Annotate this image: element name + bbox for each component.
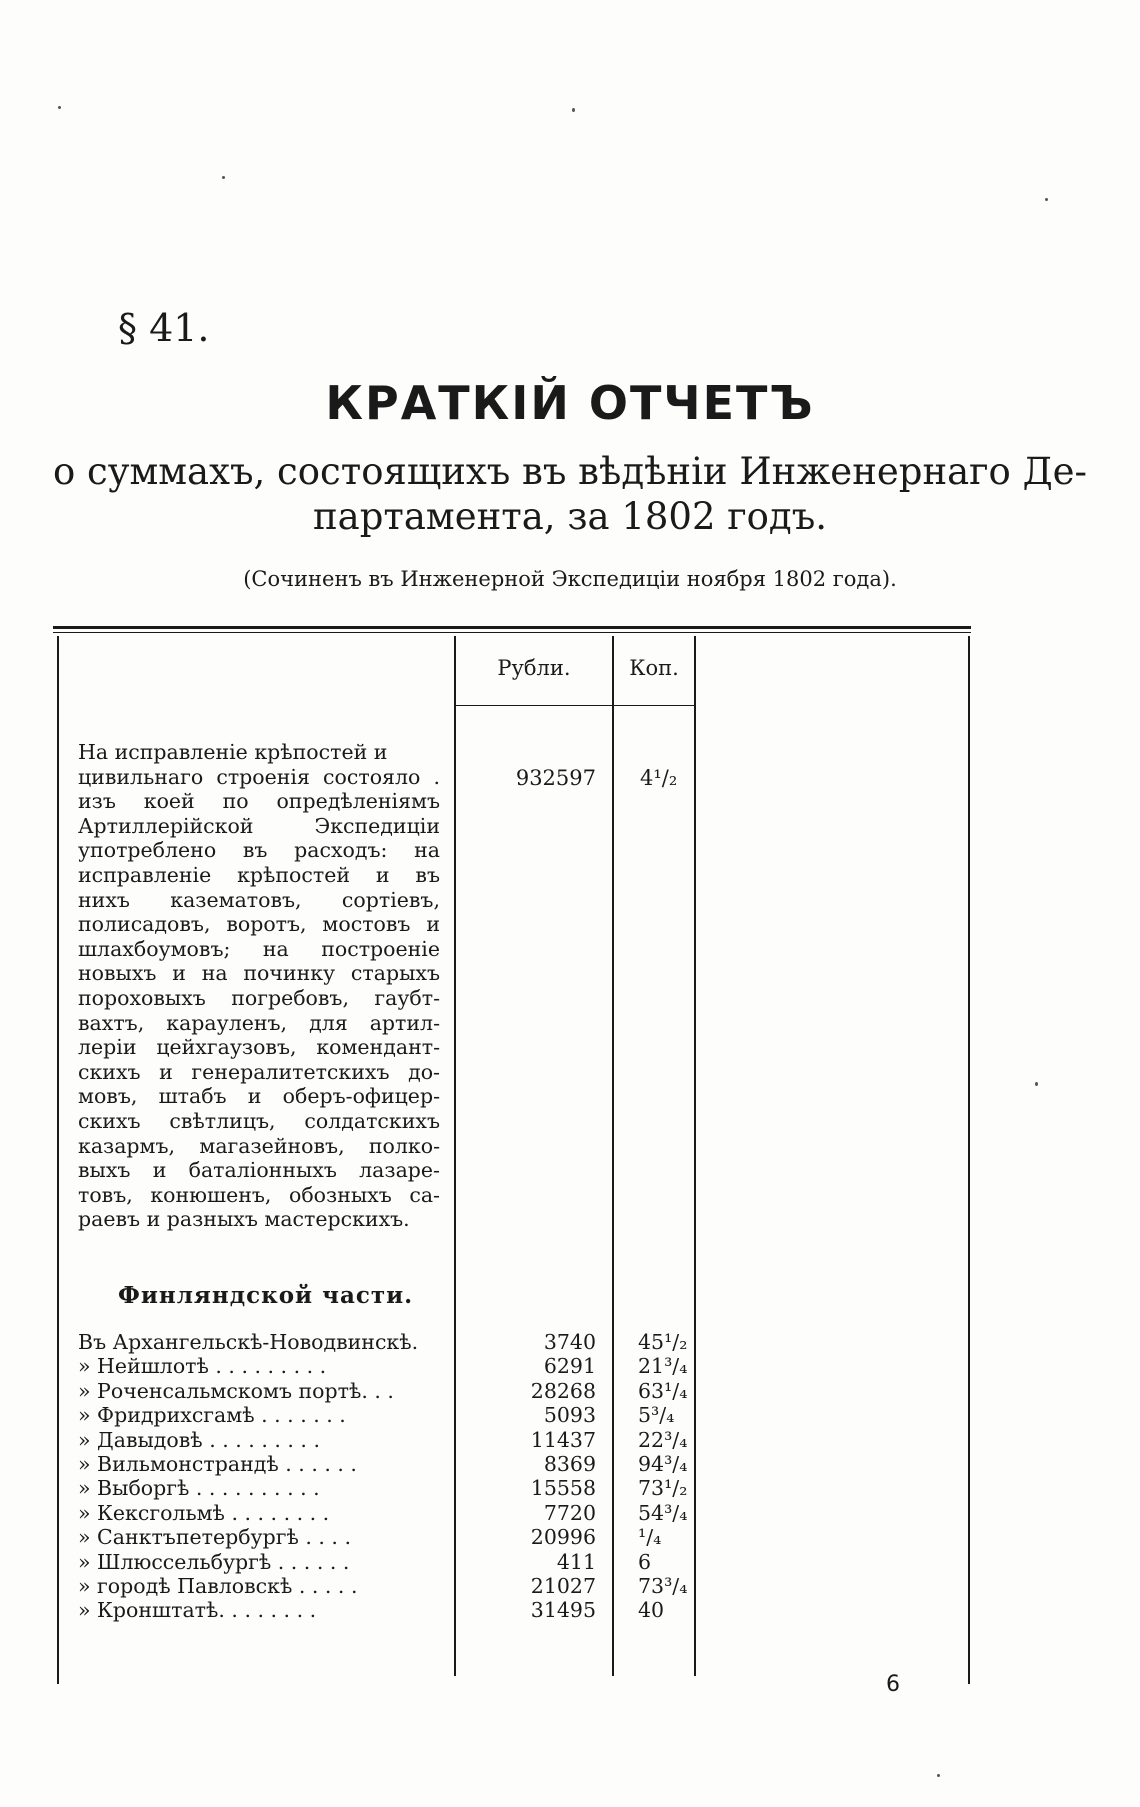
row-rubles: 15558 bbox=[530, 1476, 596, 1501]
description-line: леріи цейхгаузовъ, комендант- bbox=[78, 1035, 440, 1060]
row-place: Въ Архангельскѣ-Новодвинскѣ. bbox=[78, 1330, 419, 1354]
description-line: употреблено въ расходъ: на bbox=[78, 838, 440, 863]
scan-speck bbox=[937, 1774, 940, 1777]
table-row bbox=[78, 1574, 968, 1598]
total-kopecks: 4¹/₂ bbox=[640, 766, 678, 790]
row-kopecks: 6 bbox=[638, 1549, 652, 1574]
scan-speck bbox=[58, 106, 61, 109]
row-rubles: 31495 bbox=[530, 1598, 596, 1623]
description-line: мовъ, штабъ и оберъ-офицер- bbox=[78, 1084, 440, 1109]
table-row bbox=[78, 1403, 968, 1427]
row-rubles: 21027 bbox=[530, 1574, 596, 1598]
row-rubles: 20996 bbox=[530, 1525, 596, 1550]
row-rubles: 8369 bbox=[543, 1452, 596, 1476]
row-kopecks: 63¹/₄ bbox=[638, 1378, 688, 1403]
table-row bbox=[78, 1354, 968, 1378]
description-line: пороховыхъ погребовъ, гаубт- bbox=[78, 985, 440, 1010]
table-top-rule bbox=[53, 626, 971, 629]
row-place: » Нейшлотѣ . . . . . . . . . bbox=[78, 1354, 327, 1379]
table-row bbox=[78, 1501, 968, 1525]
table-top-rule-thin bbox=[53, 632, 971, 633]
row-place: » городѣ Павловскѣ . . . . . bbox=[78, 1574, 358, 1598]
row-rubles: 3740 bbox=[543, 1330, 596, 1354]
row-rubles: 411 bbox=[556, 1549, 596, 1574]
row-rubles: 6291 bbox=[543, 1354, 596, 1379]
row-place: » Давыдовѣ . . . . . . . . . bbox=[78, 1427, 320, 1452]
table-row bbox=[78, 1525, 968, 1549]
page-number: 6 bbox=[886, 1672, 900, 1697]
description-line: скихъ и генералитетскихъ до- bbox=[78, 1059, 440, 1084]
description-line: На исправленіе крѣпостей и bbox=[78, 740, 388, 764]
description-line: цивильнаго строенія состояло . bbox=[78, 764, 440, 789]
subtitle-line-2: партамента, за 1802 годъ. bbox=[313, 495, 827, 538]
description-line: раевъ и разныхъ мастерскихъ. bbox=[78, 1207, 410, 1232]
scan-speck bbox=[1035, 1082, 1038, 1086]
description-line: Артиллерійской Экспедиціи bbox=[78, 813, 440, 838]
row-kopecks: 40 bbox=[638, 1598, 665, 1623]
table-row bbox=[78, 1330, 968, 1354]
description-line: шлахбоумовъ; на построеніе bbox=[78, 936, 440, 961]
row-place: » Санктъпетербургѣ . . . . bbox=[78, 1525, 351, 1550]
row-kopecks: 73¹/₂ bbox=[638, 1476, 688, 1501]
row-rubles: 5093 bbox=[543, 1403, 596, 1428]
table-row bbox=[78, 1550, 968, 1574]
row-kopecks: ¹/₄ bbox=[638, 1525, 662, 1550]
table-left-border bbox=[57, 636, 59, 1684]
description-line: казармъ, магазейновъ, полко- bbox=[78, 1133, 440, 1158]
subtitle-line-1: о суммахъ, состоящихъ въ вѣдѣніи Инженернаго Де- bbox=[52, 450, 1088, 493]
column-header-rubles: Рубли. bbox=[497, 656, 571, 680]
table-row bbox=[78, 1476, 968, 1500]
row-rubles: 7720 bbox=[543, 1500, 596, 1525]
table-row bbox=[78, 1452, 968, 1476]
description-line: полисадовъ, воротъ, мостовъ и bbox=[78, 912, 440, 937]
scan-speck bbox=[222, 176, 225, 179]
row-kopecks: 21³/₄ bbox=[638, 1354, 688, 1379]
description-line: нихъ казематовъ, сортіевъ, bbox=[78, 887, 440, 912]
description-line: скихъ свѣтлицъ, солдатскихъ bbox=[78, 1108, 440, 1133]
header-underline-rubles bbox=[456, 705, 612, 706]
row-kopecks: 73³/₄ bbox=[638, 1574, 688, 1598]
row-place: » Кронштатѣ. . . . . . . . bbox=[78, 1598, 317, 1623]
row-place: » Выборгѣ . . . . . . . . . . bbox=[78, 1476, 320, 1501]
description-line: вахтъ, карауленъ, для артил- bbox=[78, 1010, 440, 1035]
scan-speck bbox=[572, 108, 575, 112]
row-kopecks: 5³/₄ bbox=[638, 1403, 675, 1428]
section-number: § 41. bbox=[118, 306, 210, 350]
total-rubles: 932597 bbox=[515, 766, 596, 790]
row-kopecks: 45¹/₂ bbox=[638, 1330, 688, 1354]
row-kopecks: 54³/₄ bbox=[638, 1500, 688, 1525]
description-line: выхъ и баталіонныхъ лазаре- bbox=[78, 1158, 440, 1183]
description-line: исправленіе крѣпостей и въ bbox=[78, 862, 440, 887]
row-place: » Шлюссельбургѣ . . . . . . bbox=[78, 1549, 350, 1574]
row-place: » Вильмонстрандѣ . . . . . . bbox=[78, 1452, 357, 1476]
row-place: » Кексгольмѣ . . . . . . . . bbox=[78, 1500, 330, 1525]
row-rubles: 28268 bbox=[530, 1378, 596, 1403]
row-kopecks: 22³/₄ bbox=[638, 1427, 688, 1452]
section-subheading: Финляндской части. bbox=[118, 1282, 414, 1309]
description-line: изъ коей по опредѣленіямъ bbox=[78, 789, 440, 814]
header-underline-kopecks bbox=[614, 705, 694, 706]
table-row bbox=[78, 1598, 968, 1622]
column-header-kopecks: Коп. bbox=[629, 656, 679, 680]
row-rubles: 11437 bbox=[530, 1427, 596, 1452]
table-row bbox=[78, 1428, 968, 1452]
scan-speck bbox=[1045, 198, 1048, 201]
row-place: » Фридрихсгамѣ . . . . . . . bbox=[78, 1403, 346, 1428]
row-kopecks: 94³/₄ bbox=[638, 1452, 688, 1476]
row-place: » Роченсальмскомъ портѣ. . . bbox=[78, 1378, 394, 1403]
table-right-border bbox=[968, 636, 970, 1684]
description-line: новыхъ и на починку старыхъ bbox=[78, 961, 440, 986]
table-row bbox=[78, 1379, 968, 1403]
description-block bbox=[78, 740, 440, 1232]
description-line: товъ, конюшенъ, обозныхъ са- bbox=[78, 1182, 440, 1207]
compiled-note: (Сочиненъ въ Инженерной Экспедиціи ноября 1802 года). bbox=[243, 567, 897, 591]
page-title: КРАТКІЙ ОТЧЕТЪ bbox=[325, 376, 815, 430]
